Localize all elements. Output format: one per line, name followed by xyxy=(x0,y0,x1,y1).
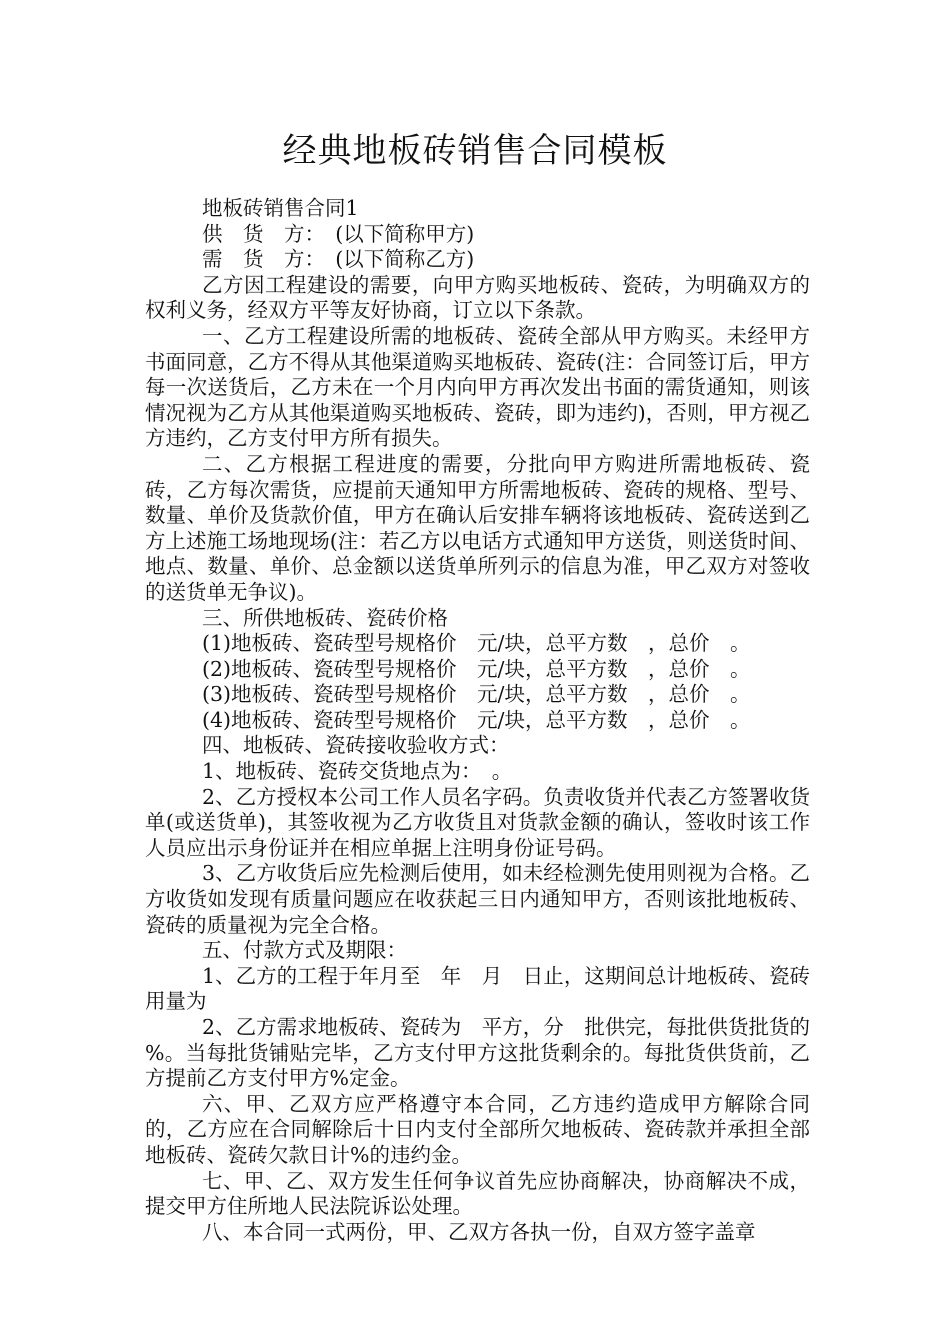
buyer-line: 需 货 方： (以下简称乙方) xyxy=(202,247,475,272)
preamble-paragraph: 乙方因工程建设的需要，向甲方购买地板砖、瓷砖，为明确双方的权利义务，经双方平等友好协商，订立以下条款。 xyxy=(145,272,810,323)
clause-8-paragraph: 八、本合同一式两份，甲、乙双方各执一份，自双方签字盖章 xyxy=(202,1219,756,1244)
clause-5-item-2: 2、乙方需求地板砖、瓷砖为 平方，分 批供完，每批供货批货的 %。当每批货铺贴完毕，乙方支付甲方这批货剩余的。每批货供货前，乙方提前乙方支付甲方%定金。 xyxy=(145,1015,831,1091)
contract-heading: 地板砖销售合同1 xyxy=(202,196,359,220)
price-item-1: (1)地板砖、瓷砖型号规格价 元/块，总平方数 ，总价 。 xyxy=(202,631,751,656)
clause-4-item-2: 2、乙方授权本公司工作人员名字码。负责收货并代表乙方签署收货单(或送货单)，其签收视为乙方收货且对货款金额的确认，签收时该工作人员应出示身份证并在相应单据上注明身份证号码。 xyxy=(145,784,810,860)
clause-2-paragraph: 二、乙方根据工程进度的需要，分批向甲方购进所需地板砖、瓷砖，乙方每次需货，应提前天通知甲方所需地板砖、瓷砖的规格、型号、数量、单价及货款价值，甲方在确认后安排车辆将该地板砖、瓷砖送到乙方上述施工场地现场(注：若乙方以电话方式通知甲方送货，则送货时间、地点、数量、单价、总金额以送货单所列示的信息为准，甲乙双方对签收的送货单无争议)。 xyxy=(145,451,810,604)
clause-1-paragraph: 一、乙方工程建设所需的地板砖、瓷砖全部从甲方购买。未经甲方书面同意，乙方不得从其他渠道购买地板砖、瓷砖(注：合同签订后，甲方每一次送货后，乙方未在一个月内向甲方再次发出书面的需货通知，则该情况视为乙方从其他渠道购买地板砖、瓷砖，即为违约)，否则，甲方视乙方违约，乙方支付甲方所有损失。 xyxy=(145,323,810,451)
clause-4-item-1: 1、地板砖、瓷砖交货地点为： 。 xyxy=(202,759,513,784)
clause-3-heading: 三、所供地板砖、瓷砖价格 xyxy=(202,605,448,630)
price-item-3: (3)地板砖、瓷砖型号规格价 元/块，总平方数 ，总价 。 xyxy=(202,682,751,707)
clause-6-paragraph: 六、甲、乙双方应严格遵守本合同，乙方违约造成甲方解除合同的，乙方应在合同解除后十日内支付全部所欠地板砖、瓷砖款并承担全部地板砖、瓷砖欠款日计%的违约金。 xyxy=(145,1091,810,1167)
supplier-line: 供 货 方： (以下简称甲方) xyxy=(202,221,475,246)
document-body xyxy=(145,196,831,1245)
price-item-2: (2)地板砖、瓷砖型号规格价 元/块，总平方数 ，总价 。 xyxy=(202,656,751,681)
clause-5-heading: 五、付款方式及期限： xyxy=(202,938,407,963)
clause-7-paragraph: 七、甲、乙、双方发生任何争议首先应协商解决，协商解决不成，提交甲方住所地人民法院诉讼处理。 xyxy=(145,1168,810,1219)
clause-5-item-1: 1、乙方的工程于年月至 年 月 日止，这期间总计地板砖、瓷砖用量为 xyxy=(145,963,810,1014)
clause-4-item-3: 3、乙方收货后应先检测后使用，如未经检测先使用则视为合格。乙方收货如发现有质量问题应在收获起三日内通知甲方，否则该批地板砖、瓷砖的质量视为完全合格。 xyxy=(145,861,810,937)
clause-4-heading: 四、地板砖、瓷砖接收验收方式： xyxy=(202,733,510,758)
price-item-4: (4)地板砖、瓷砖型号规格价 元/块，总平方数 ，总价 。 xyxy=(202,707,751,732)
document-title: 经典地板砖销售合同模板 xyxy=(282,131,668,171)
